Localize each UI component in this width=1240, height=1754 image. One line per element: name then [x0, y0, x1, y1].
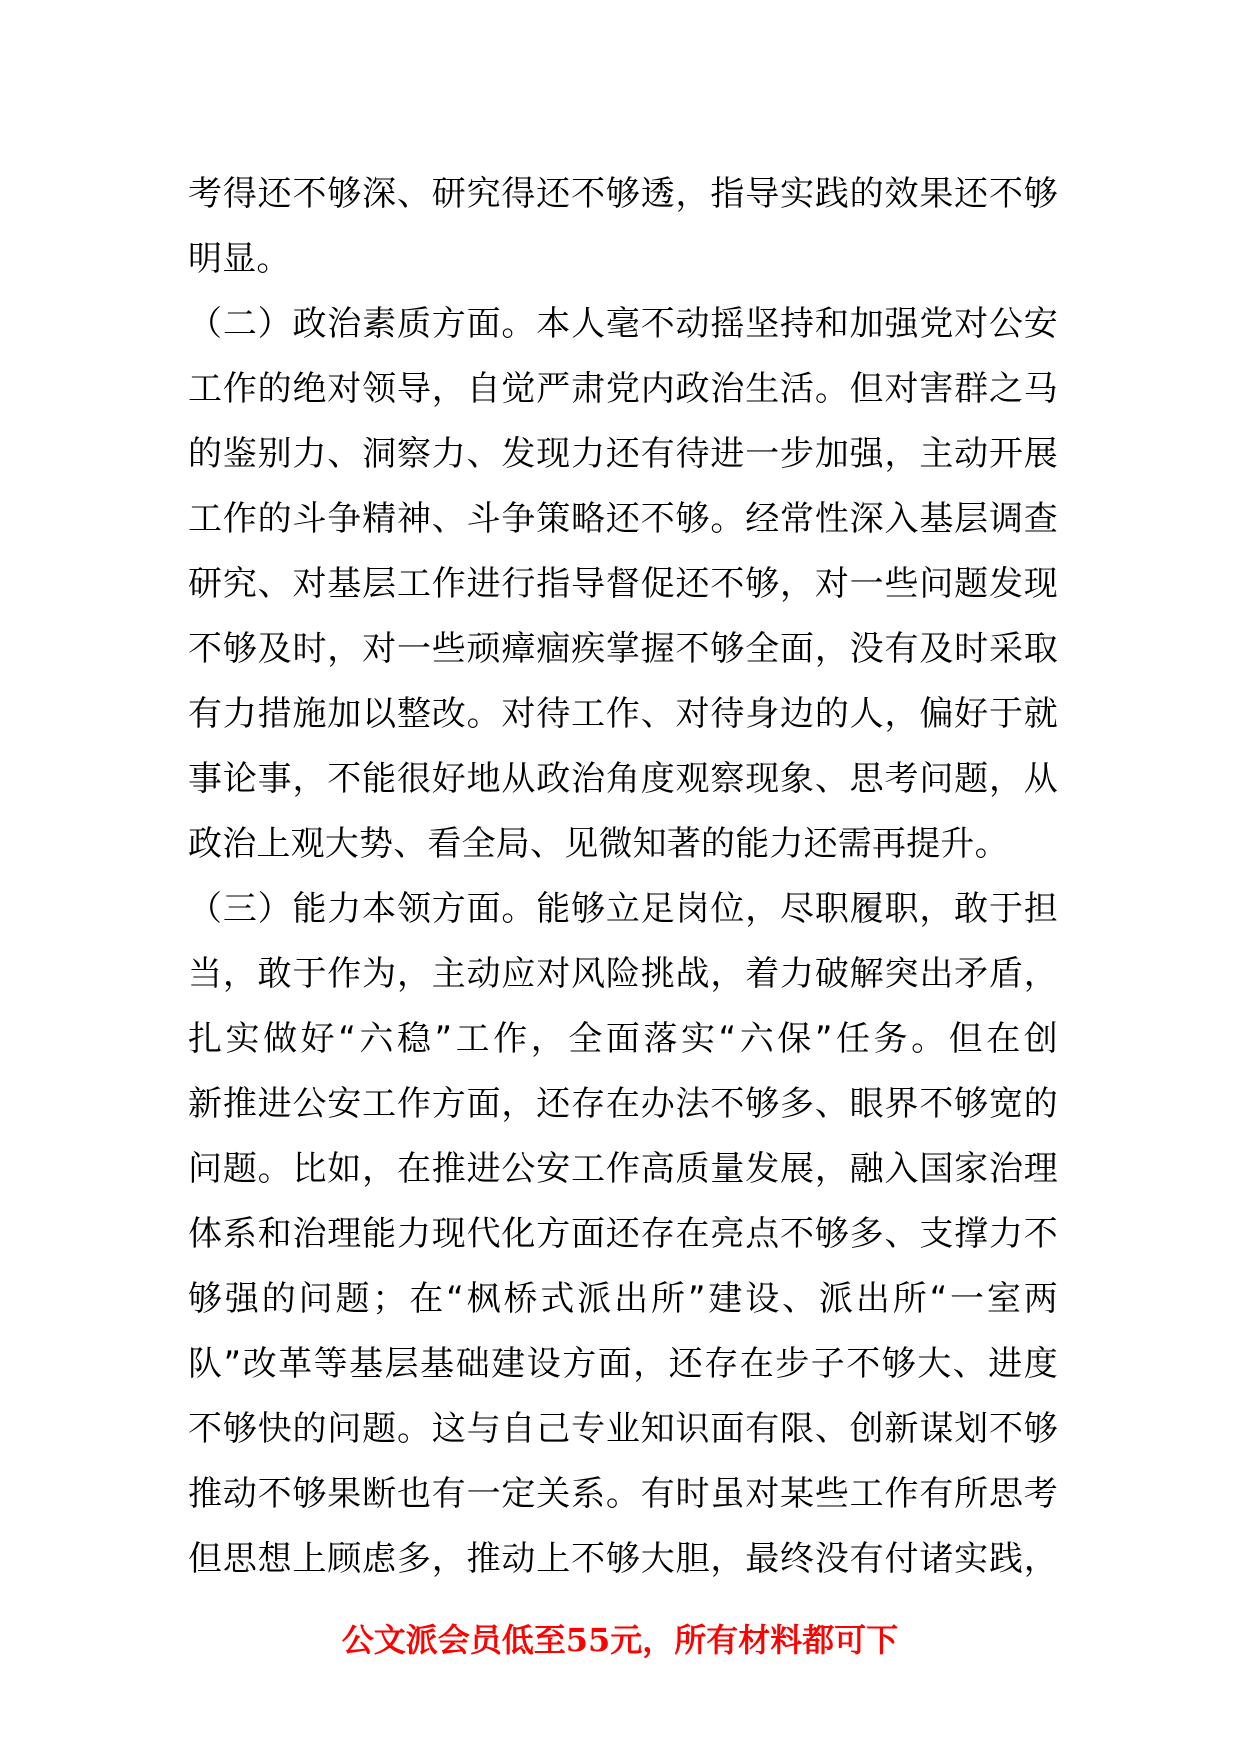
- text-line: 事论事，不能很好地从政治角度观察现象、思考问题，从: [188, 759, 1058, 799]
- text-line: 推动不够果断也有一定关系。有时虽对某些工作有所思考: [188, 1474, 1058, 1514]
- text-line: 的鉴别力、洞察力、发现力还有待进一步加强，主动开展: [188, 434, 1058, 474]
- document-body: [188, 162, 1058, 1592]
- text-line: 明显。: [188, 239, 291, 279]
- text-line: 扎实做好“六稳”工作，全面落实“六保”任务。但在创: [188, 1019, 1058, 1059]
- text-line: 研究、对基层工作进行指导督促还不够，对一些问题发现: [188, 564, 1058, 604]
- text-line: 体系和治理能力现代化方面还存在亮点不够多、支撑力不: [188, 1214, 1058, 1254]
- text-line: 当，敢于作为，主动应对风险挑战，着力破解突出矛盾，: [188, 954, 1058, 994]
- text-line: 不够快的问题。这与自己专业知识面有限、创新谋划不够: [188, 1409, 1058, 1449]
- text-line: 队”改革等基层基础建设方面，还存在步子不够大、进度: [188, 1344, 1058, 1384]
- text-line: 有力措施加以整改。对待工作、对待身边的人，偏好于就: [188, 694, 1058, 734]
- text-line: 不够及时，对一些顽瘴痼疾掌握不够全面，没有及时采取: [188, 629, 1058, 669]
- text-line: （二）政治素质方面。本人毫不动摇坚持和加强党对公安: [188, 304, 1058, 344]
- text-line: 但思想上顾虑多，推动上不够大胆，最终没有付诸实践，: [188, 1539, 1058, 1579]
- text-line: 工作的绝对领导，自觉严肃党内政治生活。但对害群之马: [188, 369, 1058, 409]
- text-line: 够强的问题；在“枫桥式派出所”建设、派出所“一室两: [188, 1279, 1058, 1319]
- text-line: （三）能力本领方面。能够立足岗位，尽职履职，敢于担: [188, 889, 1058, 929]
- text-line: 政治上观大势、看全局、见微知著的能力还需再提升。: [188, 824, 1009, 864]
- footer-advert: 公文派会员低至55元，所有材料都可下: [341, 1621, 899, 1659]
- text-line: 新推进公安工作方面，还存在办法不够多、眼界不够宽的: [188, 1084, 1058, 1124]
- text-line: 问题。比如，在推进公安工作高质量发展，融入国家治理: [188, 1149, 1058, 1189]
- text-line: 工作的斗争精神、斗争策略还不够。经常性深入基层调查: [188, 499, 1058, 539]
- text-line: 考得还不够深、研究得还不够透，指导实践的效果还不够: [188, 174, 1058, 214]
